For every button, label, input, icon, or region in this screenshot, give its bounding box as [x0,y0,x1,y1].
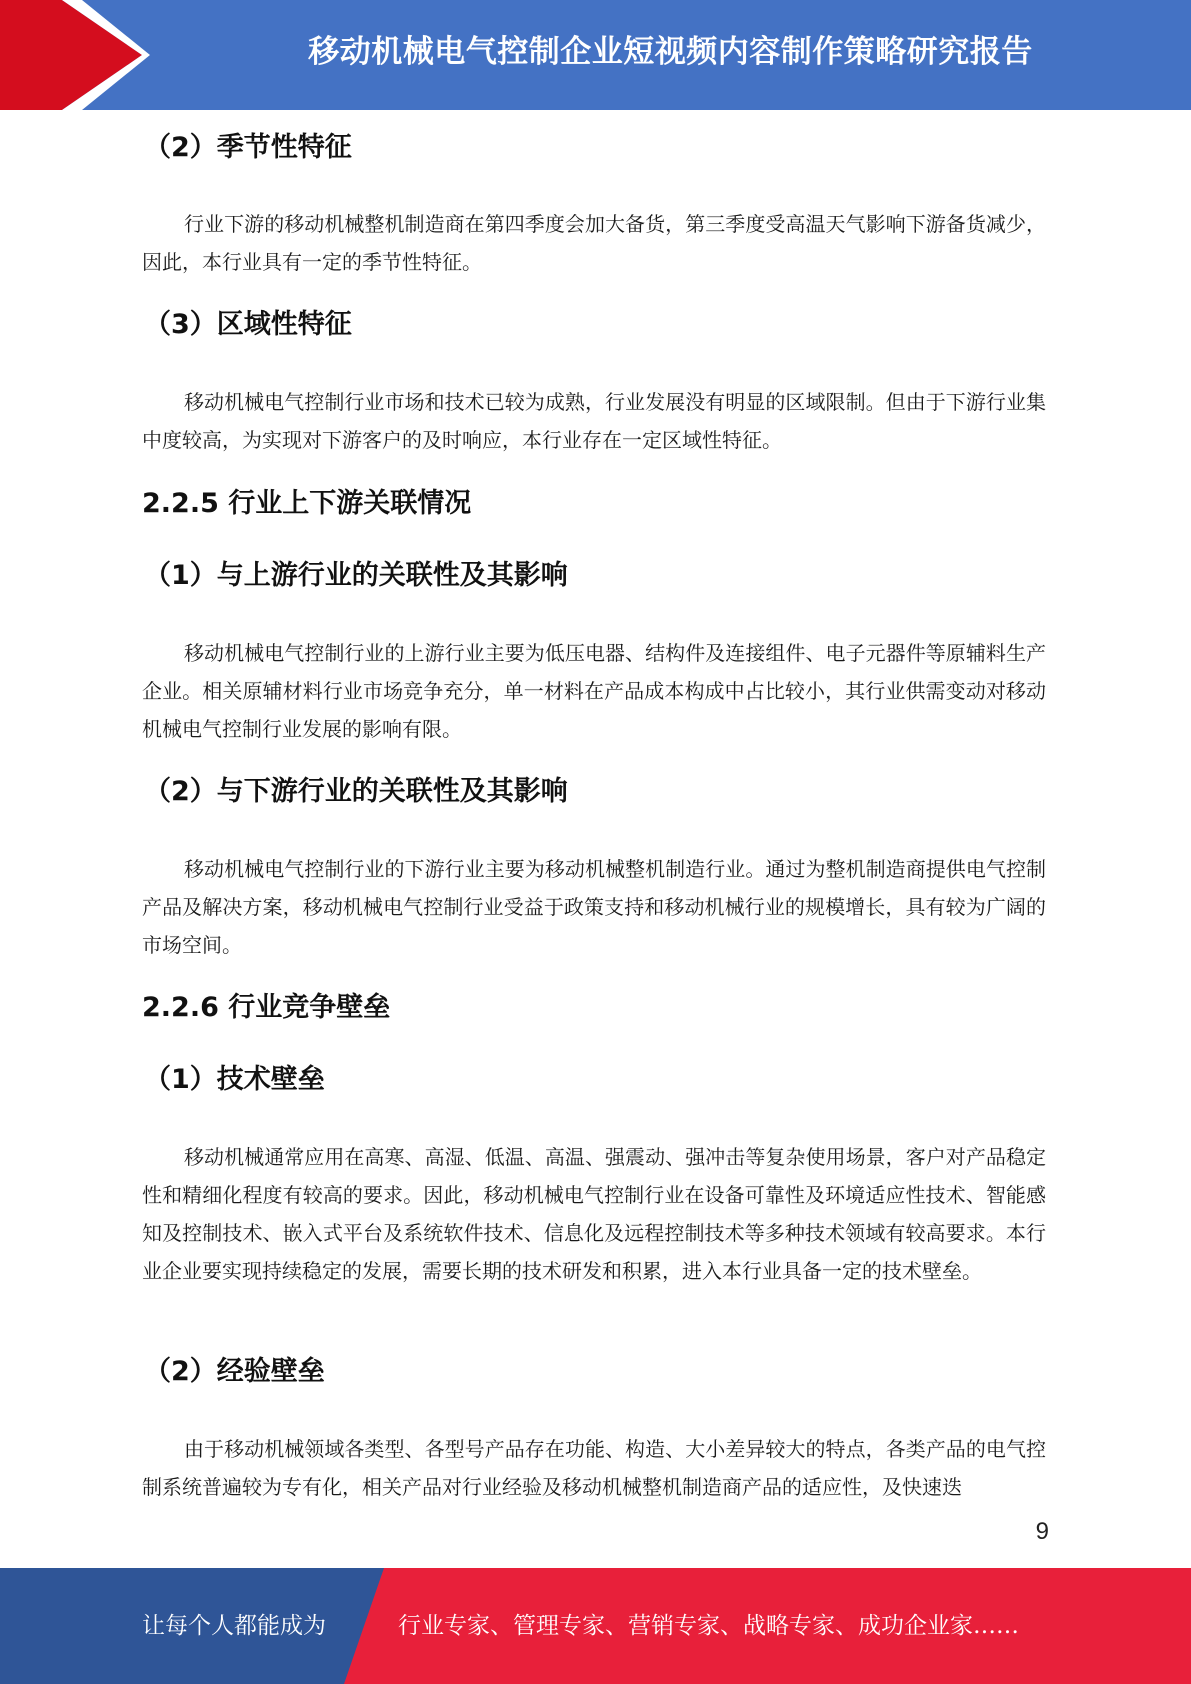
seasonal-heading: （2）季节性特征 [144,132,352,163]
tech-barrier-heading: （1）技术壁垒 [144,1064,325,1095]
upstream-paragraph: 移动机械电气控制行业的上游行业主要为低压电器、结构件及连接组件、电子元器件等原辅料生产企业。相关原辅材料行业市场竞争充分，单一材料在产品成本构成中占比较小，其行业供需变动对移动机械电气控制行业发展的影响有限。 [142,641,1046,741]
section-226-heading: 2.2.6 行业竞争壁垒 [142,992,391,1023]
regional-paragraph-block [142,383,1046,459]
page-header [0,0,1191,110]
section-225-heading: 2.2.5 行业上下游关联情况 [142,488,472,519]
experience-section [142,1354,1046,1390]
page-number: 9 [1035,1518,1049,1545]
report-title: 移动机械电气控制企业短视频内容制作策略研究报告 [308,34,1033,70]
regional-paragraph: 移动机械电气控制行业市场和技术已较为成熟，行业发展没有明显的区域限制。但由于下游行业集中度较高，为实现对下游客户的及时响应，本行业存在一定区域性特征。 [142,390,1046,452]
page-footer [0,1568,1191,1684]
tech-section [142,1062,1046,1098]
upstream-section [142,558,1046,594]
regional-heading: （3）区域性特征 [144,309,352,340]
section-225 [142,486,1046,522]
upstream-heading: （1）与上游行业的关联性及其影响 [144,560,568,591]
seasonal-section [142,130,1046,166]
downstream-paragraph-block [142,850,1046,964]
seasonal-paragraph-block [142,205,1046,281]
regional-section [142,307,1046,343]
downstream-heading: （2）与下游行业的关联性及其影响 [144,776,568,807]
downstream-section [142,774,1046,810]
experience-barrier-paragraph: 由于移动机械领域各类型、各型号产品存在功能、构造、大小差异较大的特点，各类产品的电气控制系统普遍较为专有化，相关产品对行业经验及移动机械整机制造商产品的适应性，及快速迭 [142,1437,1046,1499]
experience-barrier-heading: （2）经验壁垒 [144,1356,325,1387]
tech-paragraph-block [142,1138,1046,1290]
section-226 [142,990,1046,1026]
downstream-paragraph: 移动机械电气控制行业的下游行业主要为移动机械整机制造行业。通过为整机制造商提供电气控制产品及解决方案，移动机械电气控制行业受益于政策支持和移动机械行业的规模增长，具有较为广阔的市场空间。 [142,857,1046,957]
tech-barrier-paragraph: 移动机械通常应用在高寒、高湿、低温、高温、强震动、强冲击等复杂使用场景，客户对产品稳定性和精细化程度有较高的要求。因此，移动机械电气控制行业在设备可靠性及环境适应性技术、智能感知及控制技术、嵌入式平台及系统软件技术、信息化及远程控制技术等多种技术领域有较高要求。本行业企业要实现持续稳定的发展，需要长期的技术研发和积累，进入本行业具备一定的技术壁垒。 [142,1145,1046,1283]
upstream-paragraph-block [142,634,1046,748]
seasonal-paragraph: 行业下游的移动机械整机制造商在第四季度会加大备货，第三季度受高温天气影响下游备货减少，因此，本行业具有一定的季节性特征。 [142,212,1046,274]
footer-slogan-right: 行业专家、管理专家、营销专家、战略专家、成功企业家…… [398,1613,1019,1639]
footer-slogan-left: 让每个人都能成为 [142,1613,326,1639]
experience-paragraph-block [142,1430,1046,1506]
